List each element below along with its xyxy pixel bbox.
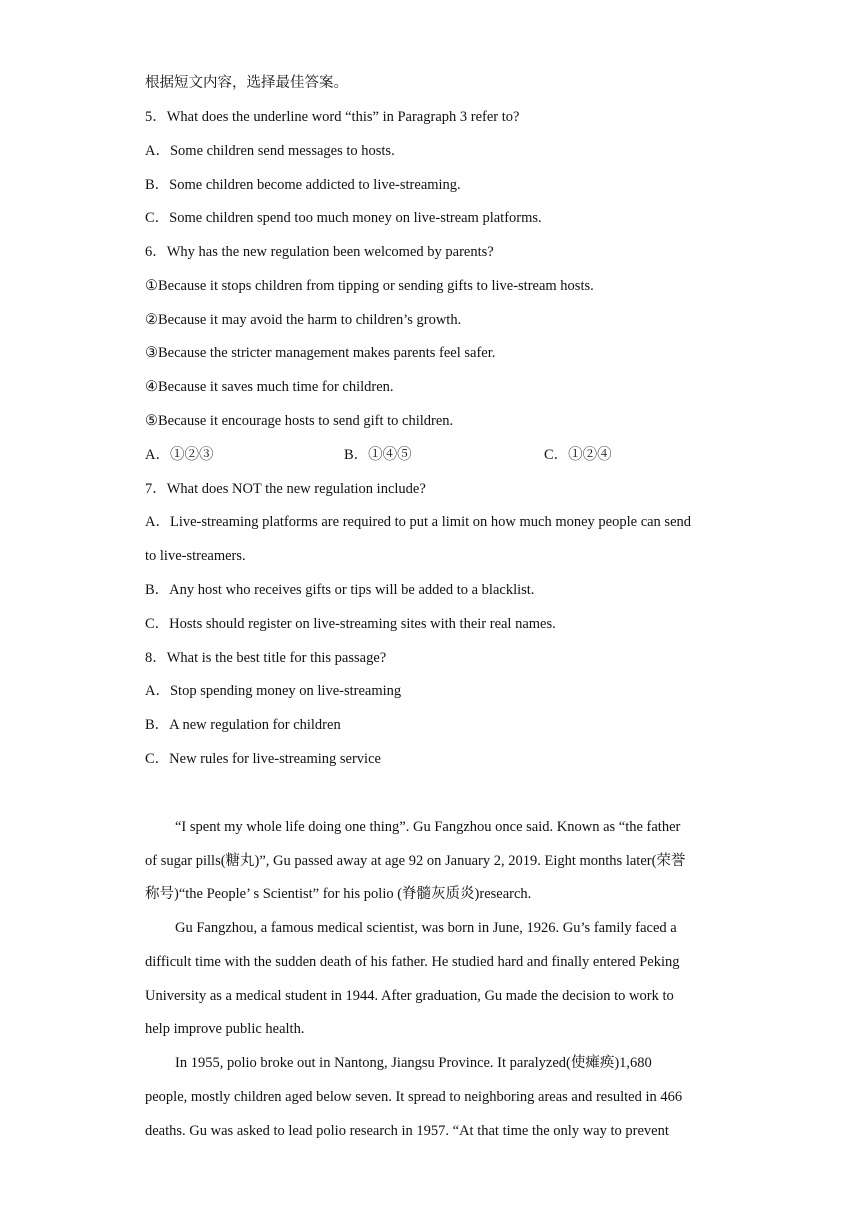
passage-line: help improve public health. — [145, 1021, 305, 1037]
question-6-options-row — [145, 445, 745, 465]
passage-line: University as a medical student in 1944. After graduation, Gu made the decision to work to — [145, 988, 674, 1004]
question-6-stem: 6．Why has the new regulation been welcomed by parents? — [145, 244, 494, 260]
question-5-stem: 5．What does the underline word “this” in Paragraph 3 refer to? — [145, 109, 520, 125]
question-8-option-b: B．A new regulation for children — [145, 717, 341, 733]
passage-line: “I spent my whole life doing one thing”. Gu Fangzhou once said. Known as “the father — [175, 819, 681, 835]
question-8-stem: 8．What is the best title for this passage? — [145, 650, 387, 666]
question-6-option-b: B．①④⑤ — [344, 447, 412, 463]
question-7-option-b: B．Any host who receives gifts or tips will be added to a blacklist. — [145, 582, 535, 598]
question-7-option-a-continued: to live-streamers. — [145, 548, 246, 564]
question-7-stem: 7．What does NOT the new regulation include? — [145, 481, 426, 497]
question-6-statement-3: ③Because the stricter management makes parents feel safer. — [145, 345, 496, 361]
passage-line: deaths. Gu was asked to lead polio research in 1957. “At that time the only way to prevent — [145, 1123, 669, 1139]
passage-line: In 1955, polio broke out in Nantong, Jiangsu Province. It paralyzed(使瘫痪)1,680 — [175, 1055, 652, 1071]
instruction: 根据短文内容，选择最佳答案。 — [145, 75, 348, 91]
passage-line: Gu Fangzhou, a famous medical scientist, was born in June, 1926. Gu’s family faced a — [175, 920, 677, 936]
question-6-statement-4: ④Because it saves much time for children. — [145, 379, 394, 395]
question-8-option-c: C．New rules for live-streaming service — [145, 751, 381, 767]
question-5-option-a: A．Some children send messages to hosts. — [145, 143, 395, 159]
question-7-option-c: C．Hosts should register on live-streaming sites with their real names. — [145, 616, 556, 632]
question-5-option-c: C．Some children spend too much money on live-stream platforms. — [145, 210, 542, 226]
passage-line: 称号)“the People’ s Scientist” for his polio (脊髓灰质炎)research. — [145, 886, 532, 902]
question-7-option-a: A．Live-streaming platforms are required to put a limit on how much money people can send — [145, 514, 692, 530]
question-6-option-a: A．①②③ — [145, 447, 214, 463]
passage-line: people, mostly children aged below seven. It spread to neighboring areas and resulted in 466 — [145, 1089, 683, 1105]
question-6-option-c: C．①②④ — [544, 447, 612, 463]
passage-line: of sugar pills(糖丸)”, Gu passed away at age 92 on January 2, 2019. Eight months later(荣誉 — [145, 853, 686, 869]
question-6-statement-5: ⑤Because it encourage hosts to send gift to children. — [145, 413, 454, 429]
question-5-option-b: B．Some children become addicted to live-streaming. — [145, 177, 461, 193]
passage-line: difficult time with the sudden death of his father. He studied hard and finally entered Peking — [145, 954, 680, 970]
question-6-statement-2: ②Because it may avoid the harm to children’s growth. — [145, 312, 462, 328]
question-6-statement-1: ①Because it stops children from tipping or sending gifts to live-stream hosts. — [145, 278, 594, 294]
question-8-option-a: A．Stop spending money on live-streaming — [145, 683, 402, 699]
